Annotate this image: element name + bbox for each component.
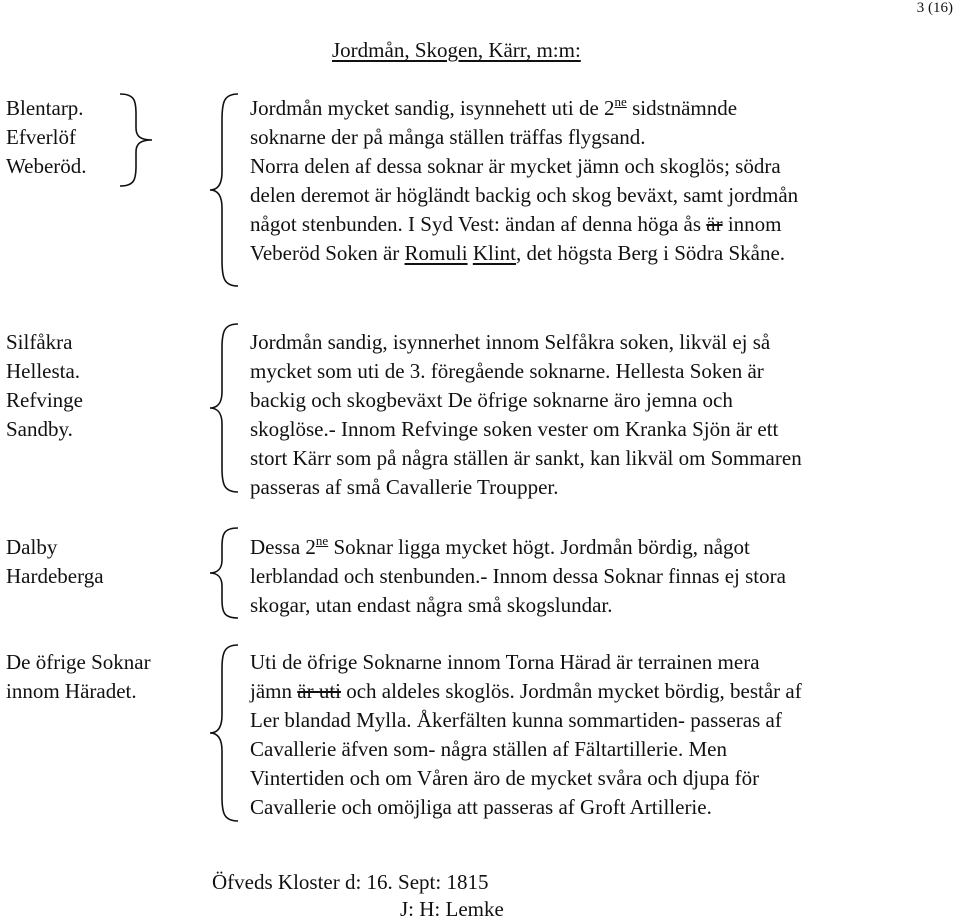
parish-name: De öfrige Soknar <box>6 650 151 674</box>
parish-list-1 <box>6 94 87 181</box>
parish-name: Sandby. <box>6 417 73 441</box>
parish-name: Blentarp. <box>6 96 84 120</box>
parish-name: innom Häradet. <box>6 679 137 703</box>
superscript: ne <box>614 94 627 109</box>
text-line: Vintertiden och om Våren äro de mycket svåra och djupa för <box>250 766 760 790</box>
text-line: något stenbunden. I Syd Vest: ändan af denna höga ås är innom <box>250 212 782 236</box>
parish-name: Refvinge <box>6 388 83 412</box>
text-line: backig och skogbeväxt De öfrige soknarne äro jemna och <box>250 388 733 412</box>
signature: J: H: Lemke <box>400 897 504 921</box>
text-line: Uti de öfrige Soknarne innom Torna Härad är terrainen mera <box>250 650 760 674</box>
closing-brace-icon <box>118 92 158 188</box>
parish-name: Hellesta. <box>6 359 81 383</box>
text-line: delen deremot är högländt backig och skog beväxt, samt jordmån <box>250 183 799 207</box>
text-line: passeras af små Cavallerie Troupper. <box>250 475 559 499</box>
parish-list-2 <box>6 328 83 444</box>
text-line: skogar, utan endast några små skogslundar. <box>250 593 613 617</box>
parish-name: Hardeberga <box>6 564 104 588</box>
text-line: mycket som uti de 3. föregående soknarne. Hellesta Soken är <box>250 359 764 383</box>
opening-brace-icon <box>208 526 242 620</box>
section-text-4 <box>250 648 802 822</box>
text-line: Cavallerie och omöjliga att passeras af Groft Artillerie. <box>250 795 712 819</box>
parish-name: Weberöd. <box>6 154 87 178</box>
opening-brace-icon <box>208 92 242 288</box>
parish-name: Silfåkra <box>6 330 73 354</box>
section-text-3 <box>250 533 786 620</box>
text-line: soknarne der på många ställen träffas flygsand. <box>250 125 646 149</box>
parish-list-4 <box>6 648 151 706</box>
struck-word: är uti <box>297 679 341 703</box>
parish-name: Efverlöf <box>6 125 76 149</box>
underlined-word: Romuli <box>404 241 468 265</box>
page-title: Jordmån, Skogen, Kärr, m:m: <box>332 38 581 62</box>
text-line: Cavallerie äfven som- några ställen af Fältartillerie. Men <box>250 737 727 761</box>
text-line: Norra delen af dessa soknar är mycket jämn och skoglös; södra <box>250 154 781 178</box>
place-date: Öfveds Kloster d: 16. Sept: 1815 <box>212 870 489 894</box>
opening-brace-icon <box>208 322 242 494</box>
section-text-1 <box>250 94 798 268</box>
superscript: ne <box>315 533 329 548</box>
text-line: Jordmån mycket sandig, isynnehett uti de $2^{ne}$ sidstnämnde <box>250 94 738 120</box>
page-number: 3 (16) <box>916 0 953 16</box>
struck-word: är <box>706 212 723 236</box>
text-line: lerblandad och stenbunden.- Innom dessa Soknar finnas ej stora <box>250 564 786 588</box>
text-line: Jordmån sandig, isynnerhet innom Selfåkra soken, likväl ej så <box>250 330 771 354</box>
parish-list-3 <box>6 533 104 591</box>
underlined-word: Klint <box>472 241 516 265</box>
text-line: skoglöse.- Innom Refvinge soken vester om Kranka Sjön är ett <box>250 417 779 441</box>
text-line: Dessa $2^{ne}$ Soknar ligga mycket högt. Jordmån bördig, något <box>250 533 750 559</box>
text-line: Veberöd Soken är Romuli Klint, det högsta Berg i Södra Skåne. <box>250 241 786 265</box>
parish-name: Dalby <box>6 535 58 559</box>
text-line: jämn är uti och aldeles skoglös. Jordmån mycket bördig, består af <box>250 679 802 703</box>
section-text-2 <box>250 328 802 502</box>
text-line: stort Kärr som på några ställen är sankt, kan likväl om Sommaren <box>250 446 802 470</box>
opening-brace-icon <box>208 643 242 823</box>
text-line: Ler blandad Mylla. Åkerfälten kunna sommartiden- passeras af <box>250 708 782 732</box>
